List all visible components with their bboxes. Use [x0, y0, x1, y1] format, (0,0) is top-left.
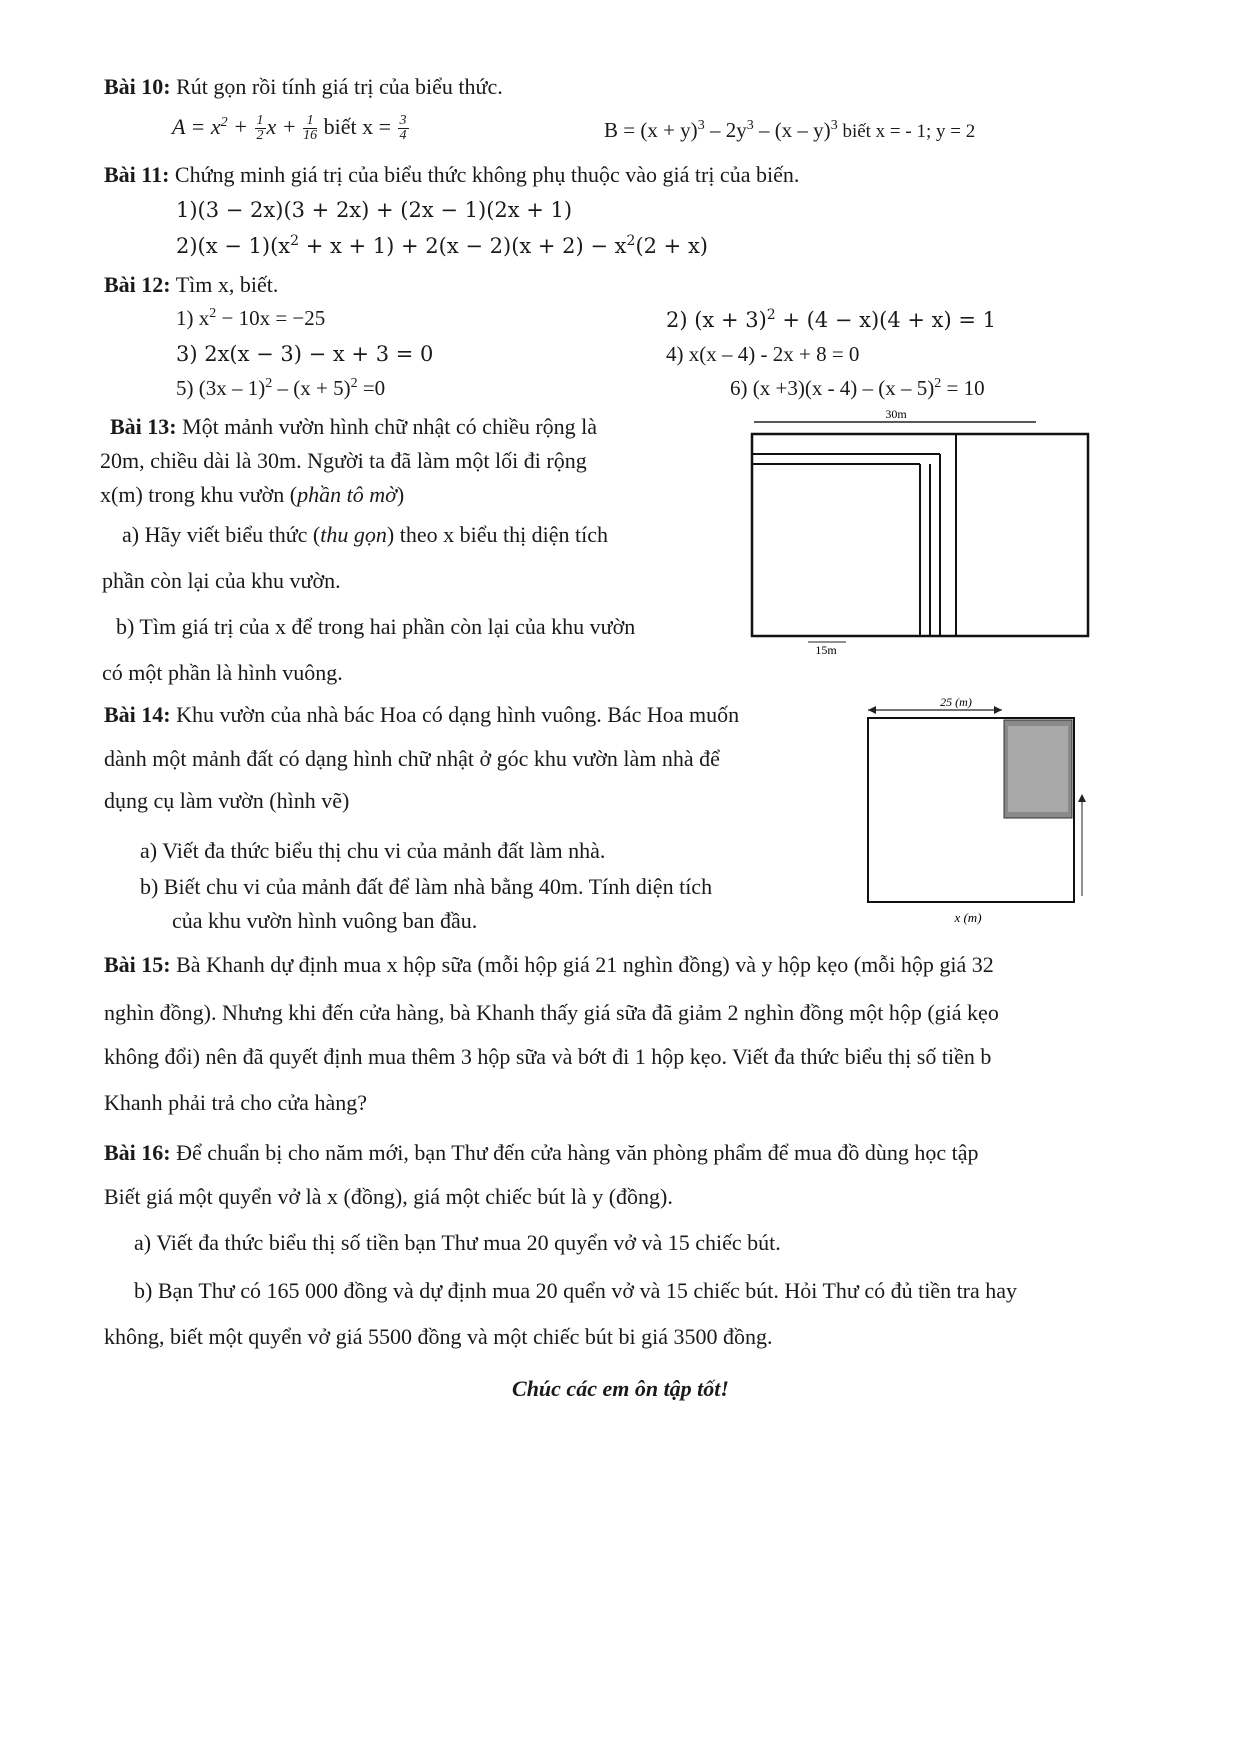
- label-30m: 30m: [885, 407, 907, 421]
- frac-num: 1: [256, 113, 264, 129]
- bai11-label: Bài 11:: [104, 162, 170, 187]
- i5-part: – (x + 5): [272, 376, 351, 400]
- i5-part: =0: [357, 376, 386, 400]
- expr-b-part: B = (x + y): [604, 118, 698, 142]
- bai11-heading: [104, 162, 799, 188]
- fraction: [398, 114, 409, 143]
- expr-a-part: A = x: [172, 114, 221, 139]
- i6-part: 6) (x +3)(x - 4) – (x – 5): [730, 376, 935, 400]
- bai14-line-3: dụng cụ làm vườn (hình vẽ): [104, 788, 350, 813]
- bai12-label: Bài 12:: [104, 272, 171, 297]
- arrow-head: [1078, 794, 1086, 802]
- sup: 3: [746, 118, 754, 133]
- bai10-heading: [104, 74, 503, 100]
- expr-b-part: – (x – y): [753, 118, 831, 142]
- line3-part: ): [396, 482, 405, 507]
- bai10-expr-b: [604, 118, 975, 143]
- expr-a-part: x +: [266, 114, 303, 139]
- bai16-question-b-cont: không, biết một quyển vở giá 5500 đồng và một chiếc bút bi giá 3500 đồng.: [104, 1324, 773, 1349]
- frac-den: 4: [399, 128, 407, 144]
- shed-plot-texture: [1008, 726, 1068, 812]
- frac-den: 2: [256, 128, 264, 144]
- bai13-question-a: [122, 522, 608, 548]
- frac-num: 1: [303, 114, 317, 129]
- sup: 2: [209, 306, 217, 321]
- bai14-line-1: [104, 702, 739, 728]
- sup: 2: [934, 376, 942, 391]
- expr-b-part: – 2y: [704, 118, 747, 142]
- sup: 3: [830, 118, 838, 133]
- bai15-line-2: nghìn đồng). Nhưng khi đến cửa hàng, bà Khanh thấy giá sữa đã giảm 2 nghìn đồng một hộp (giá kẹo: [104, 1000, 999, 1025]
- label-15m: 15m: [815, 643, 837, 656]
- label-25m: 25 (m): [940, 695, 972, 709]
- qa-part: a) Hãy viết biểu thức (: [122, 522, 321, 547]
- sup: 2: [350, 376, 358, 391]
- bai15-label: Bài 15:: [104, 952, 171, 977]
- item2-part: + x + 1) + 2(x − 2)(x + 2) − x: [299, 234, 627, 258]
- bai15-line-4: Khanh phải trả cho cửa hàng?: [104, 1090, 367, 1115]
- frac-den: 16: [303, 128, 318, 144]
- i2-part: 2) (x + 3): [666, 308, 767, 332]
- bai14-question-b: b) Biết chu vi của mảnh đất để làm nhà bằng 40m. Tính diện tích: [140, 874, 713, 899]
- bai15-line-1: [104, 952, 994, 978]
- arrow-head: [868, 706, 876, 714]
- closing-message: Chúc các em ôn tập tốt!: [512, 1376, 729, 1401]
- bai12-text: Tìm x, biết.: [175, 272, 279, 297]
- frac-num: 3: [399, 113, 407, 129]
- bai16-line-2: Biết giá một quyển vở là x (đồng), giá một chiếc bút là y (đồng).: [104, 1184, 673, 1209]
- bai16-text: Để chuẩn bị cho năm mới, bạn Thư đến cửa hàng văn phòng phẩm để mua đồ dùng học tập: [176, 1140, 979, 1165]
- sup: 2: [626, 233, 636, 249]
- expr-b-part: biết x = - 1; y = 2: [837, 121, 976, 142]
- bai11-text: Chứng minh giá trị của biểu thức không phụ thuộc vào giá trị của biến.: [174, 162, 800, 187]
- bai13-question-a-cont: phần còn lại của khu vườn.: [102, 568, 341, 593]
- sup: 2: [766, 307, 776, 323]
- bai13-text: Một mảnh vườn hình chữ nhật có chiều rộng là: [182, 414, 598, 439]
- bai16-question-b: b) Bạn Thư có 165 000 đồng và dự định mua 20 quển vở và 15 chiếc bút. Hỏi Thư có đủ tiền tra hay: [134, 1278, 1018, 1303]
- bai14-question-a: a) Viết đa thức biểu thị chu vi của mảnh đất làm nhà.: [140, 838, 606, 863]
- bai13-garden-figure: [720, 406, 1090, 656]
- bai14-label: Bài 14:: [104, 702, 171, 727]
- i6-part: = 10: [941, 376, 985, 400]
- bai13-question-b-cont: có một phần là hình vuông.: [102, 660, 343, 685]
- sup: 3: [697, 118, 705, 133]
- fraction: [255, 114, 266, 143]
- fraction: [303, 114, 317, 143]
- expr-a-part: biết x =: [318, 114, 397, 139]
- qa-part: ) theo x biểu thị diện tích: [386, 522, 609, 547]
- item2-part: (2 + x): [635, 234, 708, 258]
- i5-part: 5) (3x – 1): [176, 376, 266, 400]
- bai14-text: Khu vườn của nhà bác Hoa có dạng hình vuông. Bác Hoa muốn: [176, 702, 740, 727]
- bai14-square-garden-figure: [860, 690, 1100, 930]
- sup: 2: [265, 376, 273, 391]
- qa-part: thu gọn: [320, 522, 387, 547]
- bai13-question-b: b) Tìm giá trị của x để trong hai phần còn lại của khu vườn: [116, 614, 636, 639]
- i2-part: + (4 − x)(4 + x) = 1: [775, 308, 997, 332]
- item2-part: 2)(x − 1)(x: [176, 234, 291, 258]
- expr-a-part: +: [227, 114, 254, 139]
- bai14-line-2: dành một mảnh đất có dạng hình chữ nhật ở góc khu vườn làm nhà để: [104, 746, 720, 771]
- i1-part: − 10x = −25: [216, 306, 326, 330]
- arrow-head: [994, 706, 1002, 714]
- i1-part: 1) x: [176, 306, 210, 330]
- sup: 2: [290, 233, 300, 249]
- bai13-line-1: [110, 414, 597, 440]
- label-x-m: x (m): [954, 910, 982, 925]
- bai10-label: Bài 10:: [104, 74, 171, 99]
- bai10-text: Rút gọn rồi tính giá trị của biểu thức.: [176, 74, 503, 99]
- bai15-text: Bà Khanh dự định mua x hộp sữa (mỗi hộp giá 21 nghìn đồng) và y hộp kẹo (mỗi hộp giá 32: [176, 952, 994, 977]
- bai16-label: Bài 16:: [104, 1140, 171, 1165]
- line3-part: x(m) trong khu vườn (: [100, 482, 298, 507]
- bai13-line-3: [100, 482, 404, 508]
- bai12-item-6: [730, 376, 985, 401]
- line3-part: phần tô mờ: [297, 482, 397, 507]
- bai11-item-2: [176, 234, 708, 258]
- bai15-line-3: không đổi) nên đã quyết định mua thêm 3 hộp sữa và bớt đi 1 hộp kẹo. Viết đa thức biểu thị số tiền b: [104, 1044, 992, 1069]
- bai13-label: Bài 13:: [110, 414, 177, 439]
- bai12-item-4: 4) x(x – 4) - 2x + 8 = 0: [666, 342, 860, 366]
- bai12-item-3: 3) 2x(x − 3) − x + 3 = 0: [176, 342, 434, 366]
- bai12-item-5: [176, 376, 385, 401]
- bai10-expr-a: [172, 114, 410, 143]
- bai12-item-2: [666, 308, 996, 332]
- bai16-question-a: a) Viết đa thức biểu thị số tiền bạn Thư mua 20 quyển vở và 15 chiếc bút.: [134, 1230, 781, 1255]
- bai11-item-1: 1)(3 − 2x)(3 + 2x) + (2x − 1)(2x + 1): [176, 198, 573, 222]
- sup: 2: [220, 115, 228, 130]
- bai16-line-1: [104, 1140, 979, 1166]
- bai12-item-1: [176, 306, 325, 331]
- bai13-line-2: 20m, chiều dài là 30m. Người ta đã làm một lối đi rộng: [100, 448, 587, 473]
- bai14-question-b-cont: của khu vườn hình vuông ban đầu.: [172, 908, 478, 933]
- bai12-heading: [104, 272, 278, 298]
